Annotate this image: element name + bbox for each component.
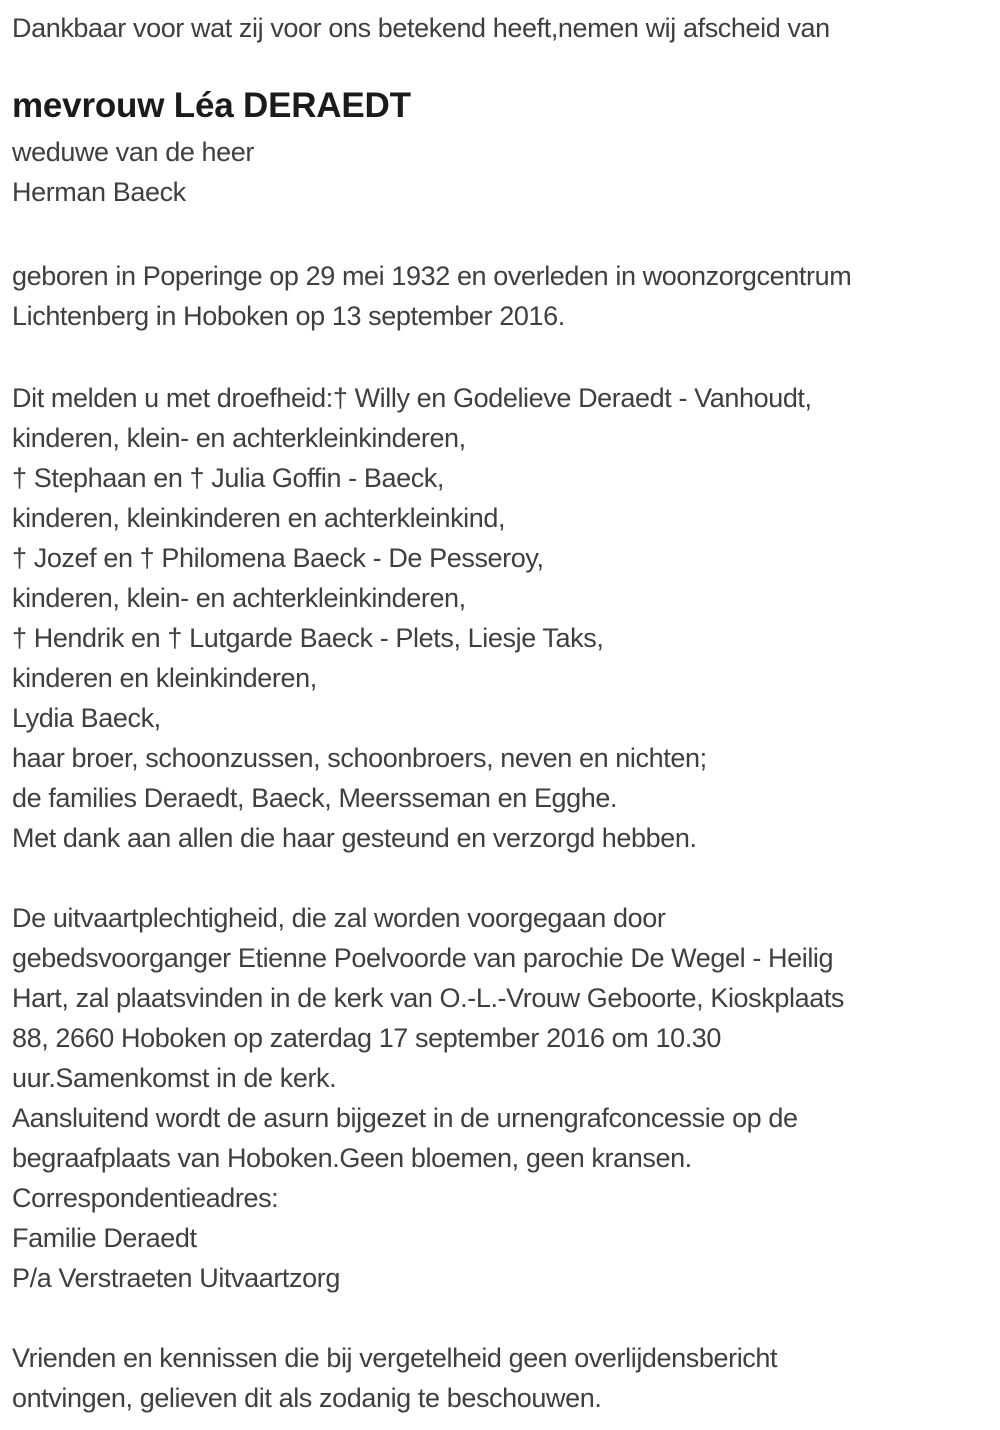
family-line: de families Deraedt, Baeck, Meersseman en Egghe. xyxy=(12,783,618,813)
closing-line: Vrienden en kennissen die bij vergetelheid geen overlijdensbericht xyxy=(12,1343,778,1373)
ceremony-line: 88, 2660 Hoboken op zaterdag 17 september 2016 om 10.30 xyxy=(12,1023,722,1053)
ceremony-line: uur.Samenkomst in de kerk. xyxy=(12,1063,337,1093)
closing-line: ontvingen, gelieven dit als zodanig te beschouwen. xyxy=(12,1383,602,1413)
correspondence-address-line: Familie Deraedt xyxy=(12,1223,197,1253)
birth-death-line: Lichtenberg in Hoboken op 13 september 2016. xyxy=(12,301,565,331)
family-line: kinderen, klein- en achterkleinkinderen, xyxy=(12,423,466,453)
ceremony-line: begraafplaats van Hoboken.Geen bloemen, geen kransen. xyxy=(12,1143,692,1173)
family-line: haar broer, schoonzussen, schoonbroers, neven en nichten; xyxy=(12,743,707,773)
family-line: † Hendrik en † Lutgarde Baeck - Plets, Liesje Taks, xyxy=(12,623,604,653)
intro-paragraph xyxy=(12,8,1000,48)
deceased-name-title: mevrouw Léa DERAEDT xyxy=(12,86,411,125)
family-line: Dit melden u met droefheid:† Willy en Godelieve Deraedt - Vanhoudt, xyxy=(12,383,812,413)
correspondence-address-label: Correspondentieadres: xyxy=(12,1183,279,1213)
family-line: Lydia Baeck, xyxy=(12,703,161,733)
relation-line: weduwe van de heer xyxy=(12,137,254,167)
birth-death-line: geboren in Poperinge op 29 mei 1932 en overleden in woonzorgcentrum xyxy=(12,261,852,291)
ceremony-paragraph xyxy=(12,898,1000,1298)
relation-line: Herman Baeck xyxy=(12,177,186,207)
family-line: † Stephaan en † Julia Goffin - Baeck, xyxy=(12,463,444,493)
intro-line: Dankbaar voor wat zij voor ons betekend heeft,nemen wij afscheid van xyxy=(12,13,830,43)
closing-paragraph xyxy=(12,1338,1000,1418)
family-line: kinderen en kleinkinderen, xyxy=(12,663,317,693)
family-line: kinderen, klein- en achterkleinkinderen, xyxy=(12,583,466,613)
family-line: Met dank aan allen die haar gesteund en verzorgd hebben. xyxy=(12,823,697,853)
ceremony-line: Aansluitend wordt de asurn bijgezet in de urnengrafconcessie op de xyxy=(12,1103,798,1133)
ceremony-line: De uitvaartplechtigheid, die zal worden voorgegaan door xyxy=(12,903,666,933)
family-line: † Jozef en † Philomena Baeck - De Pesseroy, xyxy=(12,543,544,573)
family-line: kinderen, kleinkinderen en achterkleinkind, xyxy=(12,503,506,533)
family-paragraph xyxy=(12,378,1000,858)
birth-death-paragraph xyxy=(12,256,1000,336)
relation-paragraph xyxy=(12,132,1000,212)
ceremony-line: Hart, zal plaatsvinden in de kerk van O.-L.-Vrouw Geboorte, Kioskplaats xyxy=(12,983,845,1013)
ceremony-line: gebedsvoorganger Etienne Poelvoorde van parochie De Wegel - Heilig xyxy=(12,943,834,973)
correspondence-address-line: P/a Verstraeten Uitvaartzorg xyxy=(12,1263,340,1293)
